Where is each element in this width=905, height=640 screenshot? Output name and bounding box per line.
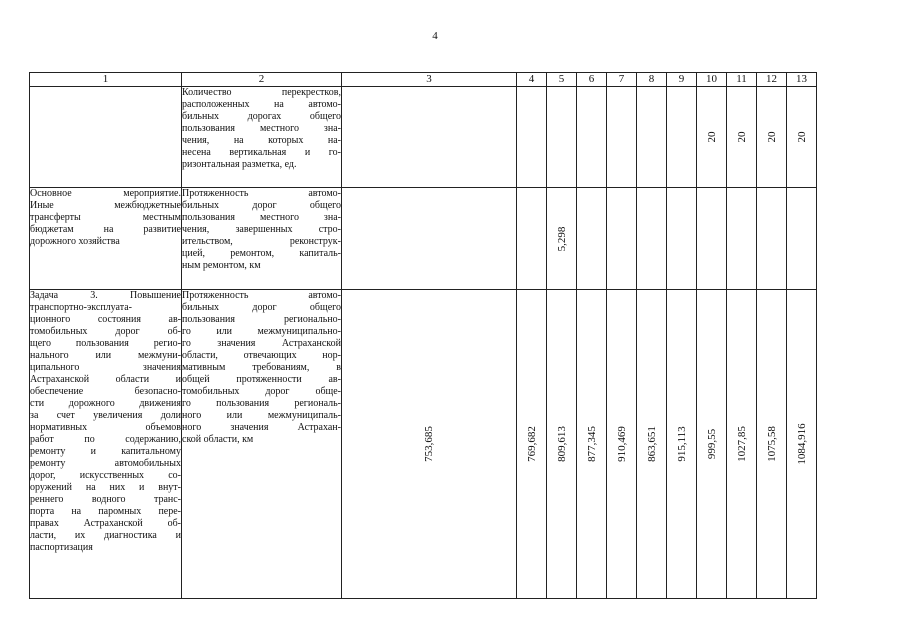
- cell-text-line: ципального значения: [30, 362, 181, 373]
- cell-text-line: пользования местного зна-: [182, 123, 341, 134]
- value-cell-col-6: [577, 290, 607, 599]
- value-text: 753,685: [423, 426, 435, 462]
- column-header-8: 8: [637, 73, 667, 87]
- value-cell-col-11: [727, 290, 757, 599]
- cell-text-line: оружений на них и внут-: [30, 482, 181, 493]
- cell-text-line: нального или межмуни-: [30, 350, 181, 361]
- value-cell-col-12: [757, 87, 787, 188]
- column-header-7: 7: [607, 73, 637, 87]
- cell-text-line: пользования регионально-: [182, 314, 341, 325]
- value-cell-col-10: [697, 87, 727, 188]
- cell-text-line: Задача 3. Повышение: [30, 290, 181, 301]
- value-cell-col-13: [787, 87, 817, 188]
- column-header-6: 6: [577, 73, 607, 87]
- value-text: 915,113: [675, 426, 688, 462]
- value-text: 5,298: [555, 226, 568, 251]
- cell-text-line: ительством, реконструк-: [182, 236, 341, 247]
- cell-text-line: порта на паромных пере-: [30, 506, 181, 517]
- value-cell-col-11: [727, 188, 757, 290]
- value-cell-col-4: [517, 87, 547, 188]
- value-cell-col-7: [607, 290, 637, 599]
- value-text: 999,55: [705, 428, 718, 460]
- value-cell-col-7: [607, 188, 637, 290]
- value-text: 809,613: [555, 426, 568, 462]
- value-cell-col-5: [547, 290, 577, 599]
- cell-text-line: ным ремонтом, км: [182, 260, 261, 271]
- table-header-row: [30, 73, 817, 87]
- value-text: 877,345: [585, 426, 598, 462]
- value-cell-col-5: [547, 188, 577, 290]
- value-cell-col-12: [757, 188, 787, 290]
- cell-text-line: томобильных дорог обще-: [182, 386, 341, 397]
- cell-text-line: паспортизация: [30, 542, 93, 553]
- cell-text-line: ного значения Астрахан-: [182, 422, 341, 433]
- value-text: 20: [735, 131, 748, 143]
- value-text: 20: [765, 131, 778, 143]
- cell-text-line: бильных дорог общего: [182, 302, 341, 313]
- cell-text-line: ного или межмуниципаль-: [182, 410, 341, 421]
- cell-text-line: цией, ремонтом, капиталь-: [182, 248, 341, 259]
- cell-text-line: мативным требованиям, в: [182, 362, 341, 373]
- cell-text-line: чения, на которых на-: [182, 135, 341, 146]
- table-row: [30, 188, 817, 290]
- value-text: 1084,916: [795, 423, 808, 465]
- value-cell-col-5: [547, 87, 577, 188]
- column-header-12: 12: [757, 73, 787, 87]
- column-header-3: 3: [342, 73, 517, 87]
- cell-text-line: Протяженность автомо-: [182, 188, 341, 199]
- cell-text-line: трансферты местным: [30, 212, 181, 223]
- value-cell-col-3: [342, 87, 517, 188]
- cell-text-line: ремонту и капитальному: [30, 446, 181, 457]
- cell-text-line: ремонту автомобильных: [30, 458, 181, 469]
- cell-text-line: транспортно-эксплуата-: [30, 302, 132, 313]
- task-description-cell: [30, 188, 182, 290]
- value-text: 769,682: [525, 426, 538, 462]
- cell-text-line: го или межмуниципально-: [182, 326, 341, 337]
- cell-text-line: ризонтальная разметка, ед.: [182, 159, 297, 170]
- column-header-10: 10: [697, 73, 727, 87]
- cell-text-line: го значения Астраханской: [182, 338, 341, 349]
- cell-text-line: бюджетам на развитие: [30, 224, 181, 235]
- cell-text-line: Количество перекрестков,: [182, 87, 341, 98]
- page-number: 4: [432, 30, 438, 42]
- cell-text-line: за счет увеличения доли: [30, 410, 181, 421]
- column-header-9: 9: [667, 73, 697, 87]
- cell-text-line: бильных дорогах общего: [182, 111, 341, 122]
- value-cell-col-4: [517, 188, 547, 290]
- cell-text-line: работ по содержанию,: [30, 434, 181, 445]
- value-cell-col-3: [342, 290, 517, 599]
- value-text: 1027,85: [735, 426, 748, 462]
- value-cell-col-9: [667, 188, 697, 290]
- value-cell-col-7: [607, 87, 637, 188]
- value-text: 1075,58: [765, 426, 778, 462]
- value-cell-col-6: [577, 188, 607, 290]
- cell-text-line: ской области, км: [182, 434, 254, 445]
- column-header-2: 2: [182, 73, 342, 87]
- cell-text-line: бильных дорог общего: [182, 200, 341, 211]
- value-cell-col-10: [697, 188, 727, 290]
- indicator-name-cell: [182, 188, 342, 290]
- column-header-13: 13: [787, 73, 817, 87]
- value-cell-col-8: [637, 87, 667, 188]
- cell-text-line: томобильных дорог об-: [30, 326, 181, 337]
- cell-text-line: области, отвечающих нор-: [182, 350, 341, 361]
- data-table: [29, 72, 817, 599]
- cell-text-line: правах Астраханской об-: [30, 518, 181, 529]
- value-cell-col-9: [667, 87, 697, 188]
- value-cell-col-8: [637, 290, 667, 599]
- column-header-4: 4: [517, 73, 547, 87]
- value-cell-col-12: [757, 290, 787, 599]
- value-text: 910,469: [615, 426, 628, 462]
- column-header-11: 11: [727, 73, 757, 87]
- column-header-5: 5: [547, 73, 577, 87]
- cell-text-line: пользования местного зна-: [182, 212, 341, 223]
- cell-text-line: несена вертикальная и го-: [182, 147, 341, 158]
- table-row: [30, 290, 817, 599]
- cell-text-line: общей протяженности ав-: [182, 374, 341, 385]
- value-cell-col-8: [637, 188, 667, 290]
- cell-text-line: щего пользования регио-: [30, 338, 181, 349]
- cell-text-line: расположенных на автомо-: [182, 99, 341, 110]
- value-text: 20: [795, 131, 808, 143]
- value-text: 20: [705, 131, 718, 143]
- column-header-1: 1: [30, 73, 182, 87]
- cell-text-line: го пользования региональ-: [182, 398, 341, 409]
- indicator-name-cell: [182, 87, 342, 188]
- cell-text-line: Иные межбюджетные: [30, 200, 181, 211]
- task-description-cell: [30, 290, 182, 599]
- cell-text-line: Протяженность автомо-: [182, 290, 341, 301]
- value-cell-col-13: [787, 290, 817, 599]
- cell-text-line: чения, завершенных стро-: [182, 224, 341, 235]
- value-cell-col-10: [697, 290, 727, 599]
- value-text: 863,651: [645, 426, 658, 462]
- value-cell-col-13: [787, 188, 817, 290]
- value-cell-col-3: [342, 188, 517, 290]
- cell-text-line: сти дорожного движения: [30, 398, 181, 409]
- cell-text-line: ласти, их диагностика и: [30, 530, 181, 541]
- cell-text-line: дорожного хозяйства: [30, 236, 120, 247]
- value-cell-col-6: [577, 87, 607, 188]
- cell-text-line: Основное мероприятие.: [30, 188, 181, 199]
- table-row: [30, 87, 817, 188]
- value-cell-col-4: [517, 290, 547, 599]
- cell-text-line: реннего водного транс-: [30, 494, 181, 505]
- cell-text-line: обеспечение безопасно-: [30, 386, 181, 397]
- cell-text-line: нормативных объемов: [30, 422, 181, 433]
- task-description-cell: [30, 87, 182, 188]
- cell-text-line: Астраханской области и: [30, 374, 181, 385]
- cell-text-line: ционного состояния ав-: [30, 314, 181, 325]
- indicator-name-cell: [182, 290, 342, 599]
- value-cell-col-11: [727, 87, 757, 188]
- value-cell-col-9: [667, 290, 697, 599]
- cell-text-line: дорог, искусственных со-: [30, 470, 181, 481]
